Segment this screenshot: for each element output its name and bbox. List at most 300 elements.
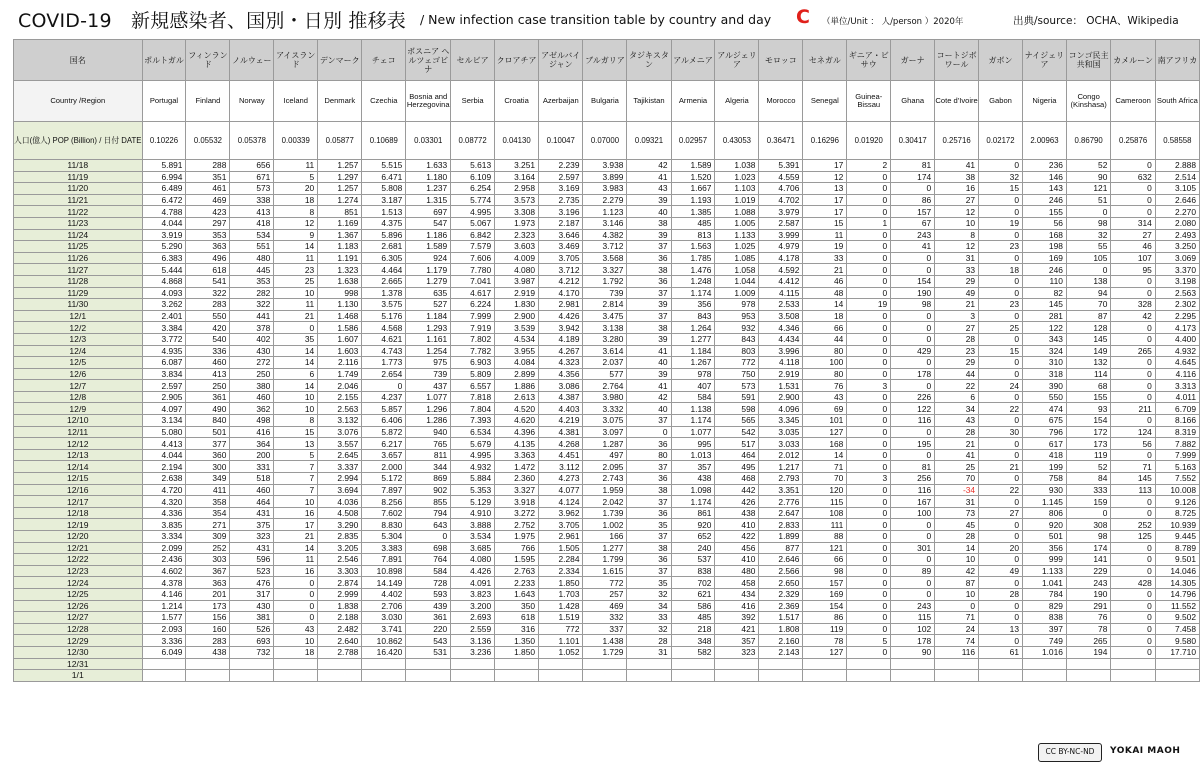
case-count-cell: 4.044 bbox=[142, 449, 186, 461]
case-count-cell: 2.743 bbox=[583, 473, 627, 485]
country-population: 0.09321 bbox=[627, 122, 671, 160]
case-count-cell: 442 bbox=[715, 484, 759, 496]
case-count-cell: 32 bbox=[627, 588, 671, 600]
row-date: 11/24 bbox=[14, 229, 143, 241]
case-count-cell: 38 bbox=[627, 264, 671, 276]
case-count-cell: 3.345 bbox=[759, 415, 803, 427]
case-count-cell: 2.323 bbox=[495, 229, 539, 241]
table-row bbox=[14, 565, 1200, 577]
case-count-cell: 0 bbox=[847, 229, 891, 241]
case-count-cell: 168 bbox=[1022, 229, 1066, 241]
case-count-cell: 3.539 bbox=[495, 322, 539, 334]
case-count-cell: 1.633 bbox=[406, 160, 451, 172]
country-population: 0.10226 bbox=[142, 122, 186, 160]
case-count-cell bbox=[935, 670, 979, 682]
case-count-cell: 14.305 bbox=[1155, 577, 1199, 589]
case-count-cell: 1.044 bbox=[715, 275, 759, 287]
case-count-cell: 0 bbox=[847, 241, 891, 253]
case-count-cell: 0 bbox=[847, 531, 891, 543]
case-count-cell: 439 bbox=[406, 600, 451, 612]
case-count-cell: 4.237 bbox=[362, 391, 406, 403]
case-count-cell: 0 bbox=[847, 565, 891, 577]
case-count-cell: 211 bbox=[1111, 403, 1155, 415]
case-count-cell bbox=[495, 670, 539, 682]
country-name-en: Guinea-Bissau bbox=[847, 81, 891, 122]
case-count-cell: 367 bbox=[186, 565, 230, 577]
case-count-cell: 423 bbox=[186, 206, 230, 218]
case-count-cell: 160 bbox=[186, 623, 230, 635]
case-count-cell: 87 bbox=[1066, 310, 1110, 322]
case-count-cell: 14 bbox=[274, 542, 318, 554]
case-count-cell: 3.250 bbox=[1155, 241, 1199, 253]
case-count-cell: 2.654 bbox=[362, 368, 406, 380]
case-count-cell: 474 bbox=[1022, 403, 1066, 415]
case-count-cell: 0 bbox=[979, 473, 1023, 485]
case-count-cell: 0 bbox=[847, 554, 891, 566]
row-date: 12/8 bbox=[14, 391, 143, 403]
case-count-cell: 10 bbox=[274, 403, 318, 415]
case-count-cell: 693 bbox=[230, 635, 274, 647]
case-count-cell: 44 bbox=[935, 368, 979, 380]
case-count-cell: 407 bbox=[671, 380, 715, 392]
case-count-cell: 1.808 bbox=[759, 623, 803, 635]
case-count-cell: 98 bbox=[1066, 531, 1110, 543]
case-count-cell: 28 bbox=[935, 333, 979, 345]
case-count-cell: 0 bbox=[979, 275, 1023, 287]
case-count-cell: 356 bbox=[671, 299, 715, 311]
case-count-cell bbox=[627, 670, 671, 682]
case-count-cell: 3.075 bbox=[583, 415, 627, 427]
case-count-cell: 0 bbox=[1066, 507, 1110, 519]
country-name-ja: カメルーン bbox=[1111, 40, 1155, 81]
case-count-cell bbox=[318, 658, 362, 670]
case-count-cell: 1.603 bbox=[318, 345, 362, 357]
table-row bbox=[14, 646, 1200, 658]
case-count-cell bbox=[1111, 658, 1155, 670]
case-count-cell: 15 bbox=[979, 183, 1023, 195]
case-count-cell bbox=[1155, 658, 1199, 670]
case-count-cell: 21 bbox=[935, 438, 979, 450]
case-count-cell: 36 bbox=[627, 252, 671, 264]
case-count-cell: 0 bbox=[891, 333, 935, 345]
case-count-cell: 0 bbox=[1111, 496, 1155, 508]
case-count-cell: 0 bbox=[891, 264, 935, 276]
case-count-cell: 40 bbox=[627, 357, 671, 369]
case-count-cell bbox=[627, 658, 671, 670]
case-count-cell: 1.505 bbox=[539, 542, 583, 554]
case-count-cell: 438 bbox=[186, 646, 230, 658]
case-count-cell: 3.146 bbox=[583, 217, 627, 229]
case-count-cell: 13 bbox=[803, 183, 847, 195]
case-count-cell: 31 bbox=[935, 252, 979, 264]
case-count-cell: 17 bbox=[803, 160, 847, 172]
case-count-cell: 0 bbox=[847, 183, 891, 195]
case-count-cell: 10.862 bbox=[362, 635, 406, 647]
case-count-cell: 7.579 bbox=[451, 241, 495, 253]
table-row bbox=[14, 287, 1200, 299]
case-count-cell: 18 bbox=[274, 194, 318, 206]
case-count-cell: 0 bbox=[1111, 600, 1155, 612]
case-count-cell: 430 bbox=[230, 600, 274, 612]
case-count-cell: 0 bbox=[1066, 206, 1110, 218]
case-count-cell: 19 bbox=[979, 217, 1023, 229]
row-date: 12/11 bbox=[14, 426, 143, 438]
case-count-cell: 794 bbox=[406, 507, 451, 519]
case-count-cell: 523 bbox=[230, 565, 274, 577]
case-count-cell: 656 bbox=[230, 160, 274, 172]
case-count-cell: 4.534 bbox=[495, 333, 539, 345]
table-letter: C bbox=[796, 6, 810, 28]
case-count-cell: 32 bbox=[979, 171, 1023, 183]
case-count-cell: 7.041 bbox=[451, 275, 495, 287]
case-count-cell: 0 bbox=[979, 612, 1023, 624]
case-count-cell: 41 bbox=[891, 241, 935, 253]
case-count-cell: 5.304 bbox=[362, 531, 406, 543]
country-name-ja: コンゴ民主共和国 bbox=[1066, 40, 1110, 81]
case-count-cell: 38 bbox=[627, 484, 671, 496]
case-count-cell: 3.132 bbox=[318, 415, 362, 427]
case-count-cell: 8.256 bbox=[362, 496, 406, 508]
case-count-cell: 8 bbox=[274, 415, 318, 427]
case-count-cell bbox=[230, 658, 274, 670]
case-count-cell: 765 bbox=[406, 438, 451, 450]
case-count-cell: 10 bbox=[274, 635, 318, 647]
case-count-cell: 282 bbox=[230, 287, 274, 299]
case-count-cell: 15 bbox=[274, 426, 318, 438]
case-count-cell: 12 bbox=[274, 217, 318, 229]
case-count-cell: 3.332 bbox=[583, 403, 627, 415]
case-count-cell: 250 bbox=[186, 380, 230, 392]
case-count-cell: 2.919 bbox=[759, 368, 803, 380]
country-name-en: Morocco bbox=[759, 81, 803, 122]
case-count-cell: 169 bbox=[803, 588, 847, 600]
case-count-cell: 0 bbox=[979, 449, 1023, 461]
case-count-cell: 1.267 bbox=[671, 357, 715, 369]
case-count-cell: 593 bbox=[406, 588, 451, 600]
case-count-cell: 10.008 bbox=[1155, 484, 1199, 496]
case-count-cell: 88 bbox=[803, 531, 847, 543]
case-count-cell: 3.351 bbox=[759, 484, 803, 496]
case-count-cell bbox=[186, 658, 230, 670]
case-count-cell: 531 bbox=[406, 646, 451, 658]
case-count-cell: 0 bbox=[1111, 194, 1155, 206]
table-row bbox=[14, 461, 1200, 473]
case-count-cell bbox=[1066, 670, 1110, 682]
case-count-cell: 5 bbox=[274, 171, 318, 183]
case-count-cell: 36 bbox=[627, 507, 671, 519]
case-count-cell: 527 bbox=[406, 299, 451, 311]
case-count-cell bbox=[406, 658, 451, 670]
case-count-cell: 246 bbox=[1022, 264, 1066, 276]
case-count-cell: 338 bbox=[230, 194, 274, 206]
row-date: 12/30 bbox=[14, 646, 143, 658]
case-count-cell: 573 bbox=[230, 183, 274, 195]
case-count-cell bbox=[451, 670, 495, 682]
case-count-cell bbox=[803, 670, 847, 682]
case-count-cell: 18 bbox=[274, 646, 318, 658]
case-count-cell: 318 bbox=[1022, 368, 1066, 380]
case-count-cell: 111 bbox=[803, 519, 847, 531]
case-count-cell: 39 bbox=[627, 368, 671, 380]
case-count-cell: 5.809 bbox=[451, 368, 495, 380]
case-count-cell: 0 bbox=[891, 380, 935, 392]
case-count-cell: 4.910 bbox=[451, 507, 495, 519]
case-count-cell: 1.264 bbox=[671, 322, 715, 334]
row-date: 12/28 bbox=[14, 623, 143, 635]
case-count-cell: 19 bbox=[803, 241, 847, 253]
case-count-cell bbox=[1022, 658, 1066, 670]
case-count-cell: 431 bbox=[230, 507, 274, 519]
case-count-cell: 6.903 bbox=[451, 357, 495, 369]
case-count-cell: 5.353 bbox=[451, 484, 495, 496]
case-count-cell: 461 bbox=[186, 183, 230, 195]
case-count-cell: 42 bbox=[1111, 310, 1155, 322]
case-count-cell: 2.401 bbox=[142, 310, 186, 322]
case-count-cell: 3.069 bbox=[1155, 252, 1199, 264]
case-count-cell: 4.009 bbox=[495, 252, 539, 264]
case-count-cell: 4.118 bbox=[759, 357, 803, 369]
case-count-cell: 1.145 bbox=[1022, 496, 1066, 508]
case-count-cell: 635 bbox=[406, 287, 451, 299]
case-count-cell: 2.533 bbox=[759, 299, 803, 311]
case-count-cell: 41 bbox=[935, 449, 979, 461]
case-count-cell: 829 bbox=[1022, 600, 1066, 612]
case-count-cell: 1.615 bbox=[583, 565, 627, 577]
case-count-cell: 168 bbox=[803, 438, 847, 450]
case-count-cell: 3.198 bbox=[1155, 275, 1199, 287]
row-date: 12/12 bbox=[14, 438, 143, 450]
case-count-cell: 0 bbox=[1111, 646, 1155, 658]
case-count-cell: 24 bbox=[935, 623, 979, 635]
case-count-cell: 2.793 bbox=[759, 473, 803, 485]
case-count-cell: 2.814 bbox=[583, 299, 627, 311]
case-count-cell: 3.383 bbox=[362, 542, 406, 554]
country-name-en: Croatia bbox=[495, 81, 539, 122]
case-count-cell: 361 bbox=[186, 391, 230, 403]
case-count-cell: 2.900 bbox=[495, 310, 539, 322]
case-count-cell: 1.101 bbox=[539, 635, 583, 647]
case-count-cell: 3.262 bbox=[142, 299, 186, 311]
case-count-cell: 2.566 bbox=[759, 565, 803, 577]
case-count-cell: 155 bbox=[1022, 206, 1066, 218]
case-count-cell: 361 bbox=[406, 612, 451, 624]
case-count-cell: 0 bbox=[1111, 449, 1155, 461]
case-count-cell: 0 bbox=[1111, 542, 1155, 554]
case-count-cell: 0 bbox=[847, 194, 891, 206]
case-count-cell: 542 bbox=[715, 426, 759, 438]
case-count-cell: 764 bbox=[406, 554, 451, 566]
case-count-cell: 1.257 bbox=[318, 160, 362, 172]
case-count-cell: 3.575 bbox=[362, 299, 406, 311]
case-count-cell: 10 bbox=[274, 496, 318, 508]
case-count-cell: 27 bbox=[1111, 229, 1155, 241]
case-count-cell: 1.589 bbox=[671, 160, 715, 172]
case-count-cell: 632 bbox=[1111, 171, 1155, 183]
case-count-cell: 2.958 bbox=[495, 183, 539, 195]
case-count-cell: 10 bbox=[935, 217, 979, 229]
case-count-cell: 540 bbox=[186, 333, 230, 345]
case-count-cell: 86 bbox=[803, 612, 847, 624]
case-count-cell: 3.334 bbox=[142, 531, 186, 543]
case-count-cell: 0 bbox=[1111, 507, 1155, 519]
case-count-cell: 998 bbox=[318, 287, 362, 299]
case-count-cell: 5.774 bbox=[451, 194, 495, 206]
case-count-cell: 2.640 bbox=[318, 635, 362, 647]
country-name-en: Bosnia and Herzegovina bbox=[406, 81, 451, 122]
case-count-cell: 38 bbox=[627, 217, 671, 229]
case-count-cell: 3.105 bbox=[1155, 183, 1199, 195]
case-count-cell: 39 bbox=[627, 299, 671, 311]
country-name-ja: ガボン bbox=[979, 40, 1023, 81]
case-count-cell: 291 bbox=[1066, 600, 1110, 612]
case-count-cell: 5.515 bbox=[362, 160, 406, 172]
case-count-cell: 11 bbox=[274, 160, 318, 172]
case-count-cell: 750 bbox=[715, 368, 759, 380]
case-count-cell: 45 bbox=[935, 519, 979, 531]
country-name-ja: ブルガリア bbox=[583, 40, 627, 81]
case-count-cell: 40 bbox=[627, 403, 671, 415]
case-count-cell: 3.086 bbox=[539, 380, 583, 392]
case-count-cell: 56 bbox=[1022, 217, 1066, 229]
case-count-cell: 4.173 bbox=[1155, 322, 1199, 334]
case-count-cell: 14 bbox=[274, 345, 318, 357]
case-count-cell: 4.979 bbox=[759, 241, 803, 253]
footer bbox=[1038, 743, 1188, 763]
case-count-cell: 1.277 bbox=[583, 542, 627, 554]
table-row bbox=[14, 357, 1200, 369]
case-count-cell: 8 bbox=[274, 206, 318, 218]
case-count-cell: 44 bbox=[803, 333, 847, 345]
case-count-cell: 343 bbox=[1022, 333, 1066, 345]
case-count-cell: 9.502 bbox=[1155, 612, 1199, 624]
case-count-cell: 3.136 bbox=[451, 635, 495, 647]
case-count-cell: 2.764 bbox=[583, 380, 627, 392]
case-count-cell: 0 bbox=[847, 461, 891, 473]
case-count-cell: 12 bbox=[935, 241, 979, 253]
case-count-cell: 2.587 bbox=[759, 217, 803, 229]
case-count-cell: 4.508 bbox=[318, 507, 362, 519]
table-row bbox=[14, 426, 1200, 438]
case-count-cell: 4.426 bbox=[451, 565, 495, 577]
case-count-cell: 29 bbox=[935, 357, 979, 369]
case-count-cell: 1.520 bbox=[671, 171, 715, 183]
country-population: 2.00963 bbox=[1022, 122, 1066, 160]
case-count-cell: 4.170 bbox=[539, 287, 583, 299]
country-name-en: Serbia bbox=[451, 81, 495, 122]
case-count-cell: 4.178 bbox=[759, 252, 803, 264]
case-count-cell: 0 bbox=[274, 600, 318, 612]
case-count-cell: 2.905 bbox=[142, 391, 186, 403]
case-count-cell: 29 bbox=[935, 275, 979, 287]
case-count-cell: 2.270 bbox=[1155, 206, 1199, 218]
case-count-cell: 76 bbox=[1066, 612, 1110, 624]
case-count-cell: 1.323 bbox=[318, 264, 362, 276]
case-count-cell: 3.251 bbox=[495, 160, 539, 172]
case-count-cell: 281 bbox=[1022, 310, 1066, 322]
case-count-cell: 0 bbox=[1111, 183, 1155, 195]
case-count-cell: 4.788 bbox=[142, 206, 186, 218]
country-population: 0.43053 bbox=[715, 122, 759, 160]
case-count-cell: 190 bbox=[891, 287, 935, 299]
case-count-cell: 7.552 bbox=[1155, 473, 1199, 485]
case-count-cell: 4.382 bbox=[583, 229, 627, 241]
case-count-cell: 14 bbox=[935, 542, 979, 554]
case-count-cell: 3.888 bbox=[451, 519, 495, 531]
case-count-cell: 4.381 bbox=[539, 426, 583, 438]
case-count-cell: 353 bbox=[230, 275, 274, 287]
case-count-cell: 0 bbox=[891, 588, 935, 600]
case-count-cell: 4.036 bbox=[318, 496, 362, 508]
case-count-cell: 23 bbox=[979, 241, 1023, 253]
case-count-cell: 418 bbox=[1022, 449, 1066, 461]
country-name-ja: デンマーク bbox=[318, 40, 362, 81]
case-count-cell: 156 bbox=[186, 612, 230, 624]
case-count-cell: 172 bbox=[1066, 426, 1110, 438]
case-count-cell: 2.646 bbox=[759, 554, 803, 566]
case-count-cell: 2.693 bbox=[451, 612, 495, 624]
case-count-cell: 3.573 bbox=[495, 194, 539, 206]
table-row bbox=[14, 345, 1200, 357]
case-count-cell: 803 bbox=[715, 345, 759, 357]
case-count-cell: 2.194 bbox=[142, 461, 186, 473]
case-count-cell: 1.315 bbox=[406, 194, 451, 206]
case-count-cell: 7 bbox=[274, 473, 318, 485]
case-count-cell: 3.327 bbox=[495, 484, 539, 496]
case-count-cell: 21 bbox=[935, 299, 979, 311]
case-count-cell: 1.293 bbox=[406, 322, 451, 334]
case-count-cell: 195 bbox=[891, 438, 935, 450]
case-count-cell: 0 bbox=[979, 531, 1023, 543]
case-count-cell: 27 bbox=[935, 322, 979, 334]
case-count-cell: 1.005 bbox=[715, 217, 759, 229]
case-count-cell: 920 bbox=[1022, 519, 1066, 531]
case-count-cell: 0 bbox=[847, 333, 891, 345]
case-count-cell: 501 bbox=[1022, 531, 1066, 543]
header-row-english bbox=[14, 81, 1200, 122]
case-count-cell: 3 bbox=[935, 310, 979, 322]
country-population: 0.30417 bbox=[891, 122, 935, 160]
case-count-cell: 5.290 bbox=[142, 241, 186, 253]
case-count-cell: 2.961 bbox=[539, 531, 583, 543]
case-count-cell: 0 bbox=[1111, 391, 1155, 403]
case-count-cell: 772 bbox=[539, 623, 583, 635]
case-count-cell: 2.188 bbox=[318, 612, 362, 624]
case-count-cell: 584 bbox=[671, 391, 715, 403]
case-count-cell: 378 bbox=[230, 322, 274, 334]
case-count-cell: 1.274 bbox=[318, 194, 362, 206]
case-count-cell: 0 bbox=[979, 357, 1023, 369]
case-count-cell: 2.835 bbox=[318, 531, 362, 543]
case-count-cell: 40 bbox=[627, 206, 671, 218]
case-count-cell: 1.077 bbox=[671, 426, 715, 438]
case-count-cell: 1.161 bbox=[406, 333, 451, 345]
case-count-cell: 98 bbox=[803, 565, 847, 577]
table-row bbox=[14, 310, 1200, 322]
case-count-cell: 1.123 bbox=[583, 206, 627, 218]
case-count-cell: 2.546 bbox=[318, 554, 362, 566]
country-name-en: Tajikistan bbox=[627, 81, 671, 122]
case-count-cell: 108 bbox=[803, 507, 847, 519]
case-count-cell: 34 bbox=[935, 403, 979, 415]
case-count-cell: 41 bbox=[627, 380, 671, 392]
case-count-cell: 418 bbox=[230, 217, 274, 229]
case-count-cell: 0 bbox=[979, 310, 1023, 322]
case-count-cell: 390 bbox=[1022, 380, 1066, 392]
case-count-cell: 438 bbox=[715, 507, 759, 519]
row-date: 12/22 bbox=[14, 554, 143, 566]
case-count-cell: 397 bbox=[1022, 623, 1066, 635]
table-row bbox=[14, 160, 1200, 172]
